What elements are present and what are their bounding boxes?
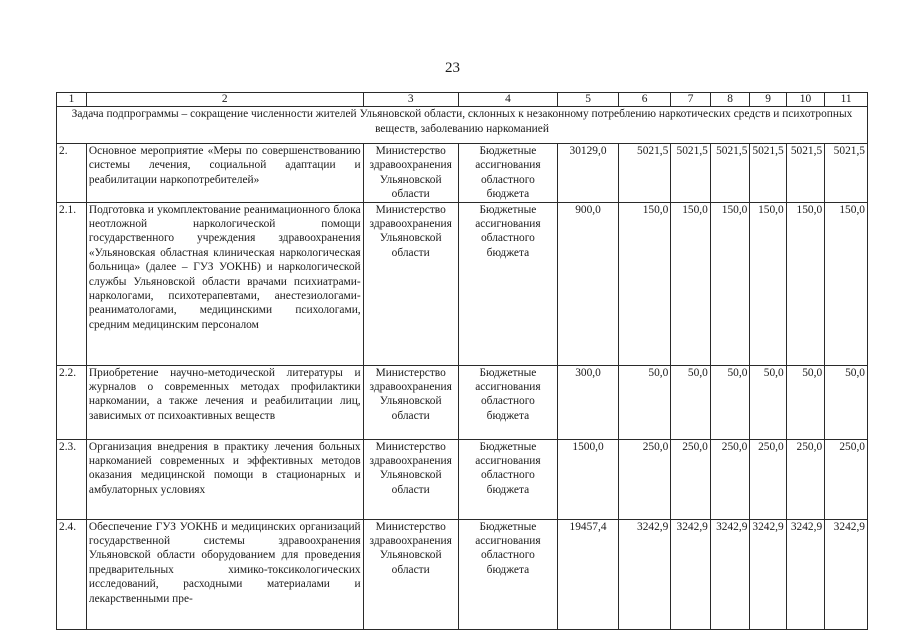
funding-source: Бюджетные ассигнования областного бюджета	[458, 439, 557, 519]
executor: Министерство здравоохранения Ульяновской области	[363, 519, 458, 629]
year-amount: 5021,5	[750, 144, 786, 203]
total-amount: 300,0	[558, 365, 619, 439]
table-row	[57, 144, 868, 203]
year-amount: 50,0	[786, 365, 824, 439]
year-amount: 250,0	[825, 439, 868, 519]
year-amount: 5021,5	[618, 144, 670, 203]
year-amount: 250,0	[710, 439, 750, 519]
executor: Министерство здравоохранения Ульяновской области	[363, 202, 458, 365]
measure-name: Организация внедрения в практику лечения больных наркоманией современных и эффективных методов оказания медицинской помощи в стационарных и амбулаторных условиях	[86, 439, 363, 519]
year-amount: 250,0	[750, 439, 786, 519]
year-amount: 150,0	[825, 202, 868, 365]
year-amount: 50,0	[671, 365, 711, 439]
executor: Министерство здравоохранения Ульяновской области	[363, 365, 458, 439]
measure-name: Подготовка и укомплектование реанимационного блока неотложной наркологической помощи государственного учреждения здравоохранения «Ульяновская областная клиническая наркологическая больница» (далее – ГУЗ УОКНБ) и наркологической службы Ульяновской области врачами психиатрами-наркологами, психотерапевтами, анестезиологами-реаниматологами, медицинскими психологами, средним медицинским персоналом	[86, 202, 363, 365]
column-number: 1	[57, 93, 87, 107]
year-amount: 3242,9	[618, 519, 670, 629]
table-row	[57, 439, 868, 519]
measure-name: Приобретение научно-методической литературы и журналов о современных методах профилактики наркомании, а также лечения и реабилитации лиц, зависимых от психоактивных веществ	[86, 365, 363, 439]
year-amount: 5021,5	[710, 144, 750, 203]
table-row	[57, 202, 868, 365]
measure-name: Обеспечение ГУЗ УОКНБ и медицинских организаций государственной системы здравоохранения Ульяновской области оборудованием для проведения предварительных химико-токсикологических исследований, расходными материалами и лекарственными пре-	[86, 519, 363, 629]
column-number: 9	[750, 93, 786, 107]
year-amount: 250,0	[786, 439, 824, 519]
year-amount: 3242,9	[825, 519, 868, 629]
executor: Министерство здравоохранения Ульяновской области	[363, 439, 458, 519]
column-number: 2	[86, 93, 363, 107]
column-number: 10	[786, 93, 824, 107]
row-number: 2.	[57, 144, 87, 203]
funding-source: Бюджетные ассигнования областного бюджета	[458, 144, 557, 203]
funding-source: Бюджетные ассигнования областного бюджета	[458, 519, 557, 629]
column-number: 7	[671, 93, 711, 107]
row-number: 2.4.	[57, 519, 87, 629]
column-number: 6	[618, 93, 670, 107]
year-amount: 50,0	[750, 365, 786, 439]
year-amount: 150,0	[750, 202, 786, 365]
total-amount: 30129,0	[558, 144, 619, 203]
total-amount: 900,0	[558, 202, 619, 365]
year-amount: 250,0	[618, 439, 670, 519]
column-number-row	[57, 93, 868, 107]
year-amount: 250,0	[671, 439, 711, 519]
column-number: 11	[825, 93, 868, 107]
year-amount: 5021,5	[671, 144, 711, 203]
column-number: 3	[363, 93, 458, 107]
year-amount: 150,0	[786, 202, 824, 365]
year-amount: 3242,9	[671, 519, 711, 629]
task-title: Задача подпрограммы – сокращение численности жителей Ульяновской области, склонных к незаконному потреблению наркотических средств и психотропных веществ, заболеванию наркоманией	[57, 107, 868, 144]
funding-source: Бюджетные ассигнования областного бюджета	[458, 365, 557, 439]
measure-name: Основное мероприятие «Меры по совершенствованию системы лечения, социальной адаптации и реабилитации наркопотребителей»	[86, 144, 363, 203]
row-number: 2.1.	[57, 202, 87, 365]
year-amount: 3242,9	[786, 519, 824, 629]
year-amount: 50,0	[710, 365, 750, 439]
total-amount: 19457,4	[558, 519, 619, 629]
year-amount: 3242,9	[710, 519, 750, 629]
column-number: 4	[458, 93, 557, 107]
year-amount: 50,0	[618, 365, 670, 439]
page-number: 23	[445, 60, 460, 76]
row-number: 2.3.	[57, 439, 87, 519]
column-number: 5	[558, 93, 619, 107]
year-amount: 5021,5	[825, 144, 868, 203]
funding-source: Бюджетные ассигнования областного бюджета	[458, 202, 557, 365]
year-amount: 150,0	[671, 202, 711, 365]
year-amount: 5021,5	[786, 144, 824, 203]
year-amount: 50,0	[825, 365, 868, 439]
table-row	[57, 365, 868, 439]
column-number: 8	[710, 93, 750, 107]
row-number: 2.2.	[57, 365, 87, 439]
year-amount: 3242,9	[750, 519, 786, 629]
year-amount: 150,0	[710, 202, 750, 365]
year-amount: 150,0	[618, 202, 670, 365]
table-row	[57, 519, 868, 629]
task-row	[57, 107, 868, 144]
executor: Министерство здравоохранения Ульяновской области	[363, 144, 458, 203]
total-amount: 1500,0	[558, 439, 619, 519]
program-measures-table	[56, 92, 868, 630]
